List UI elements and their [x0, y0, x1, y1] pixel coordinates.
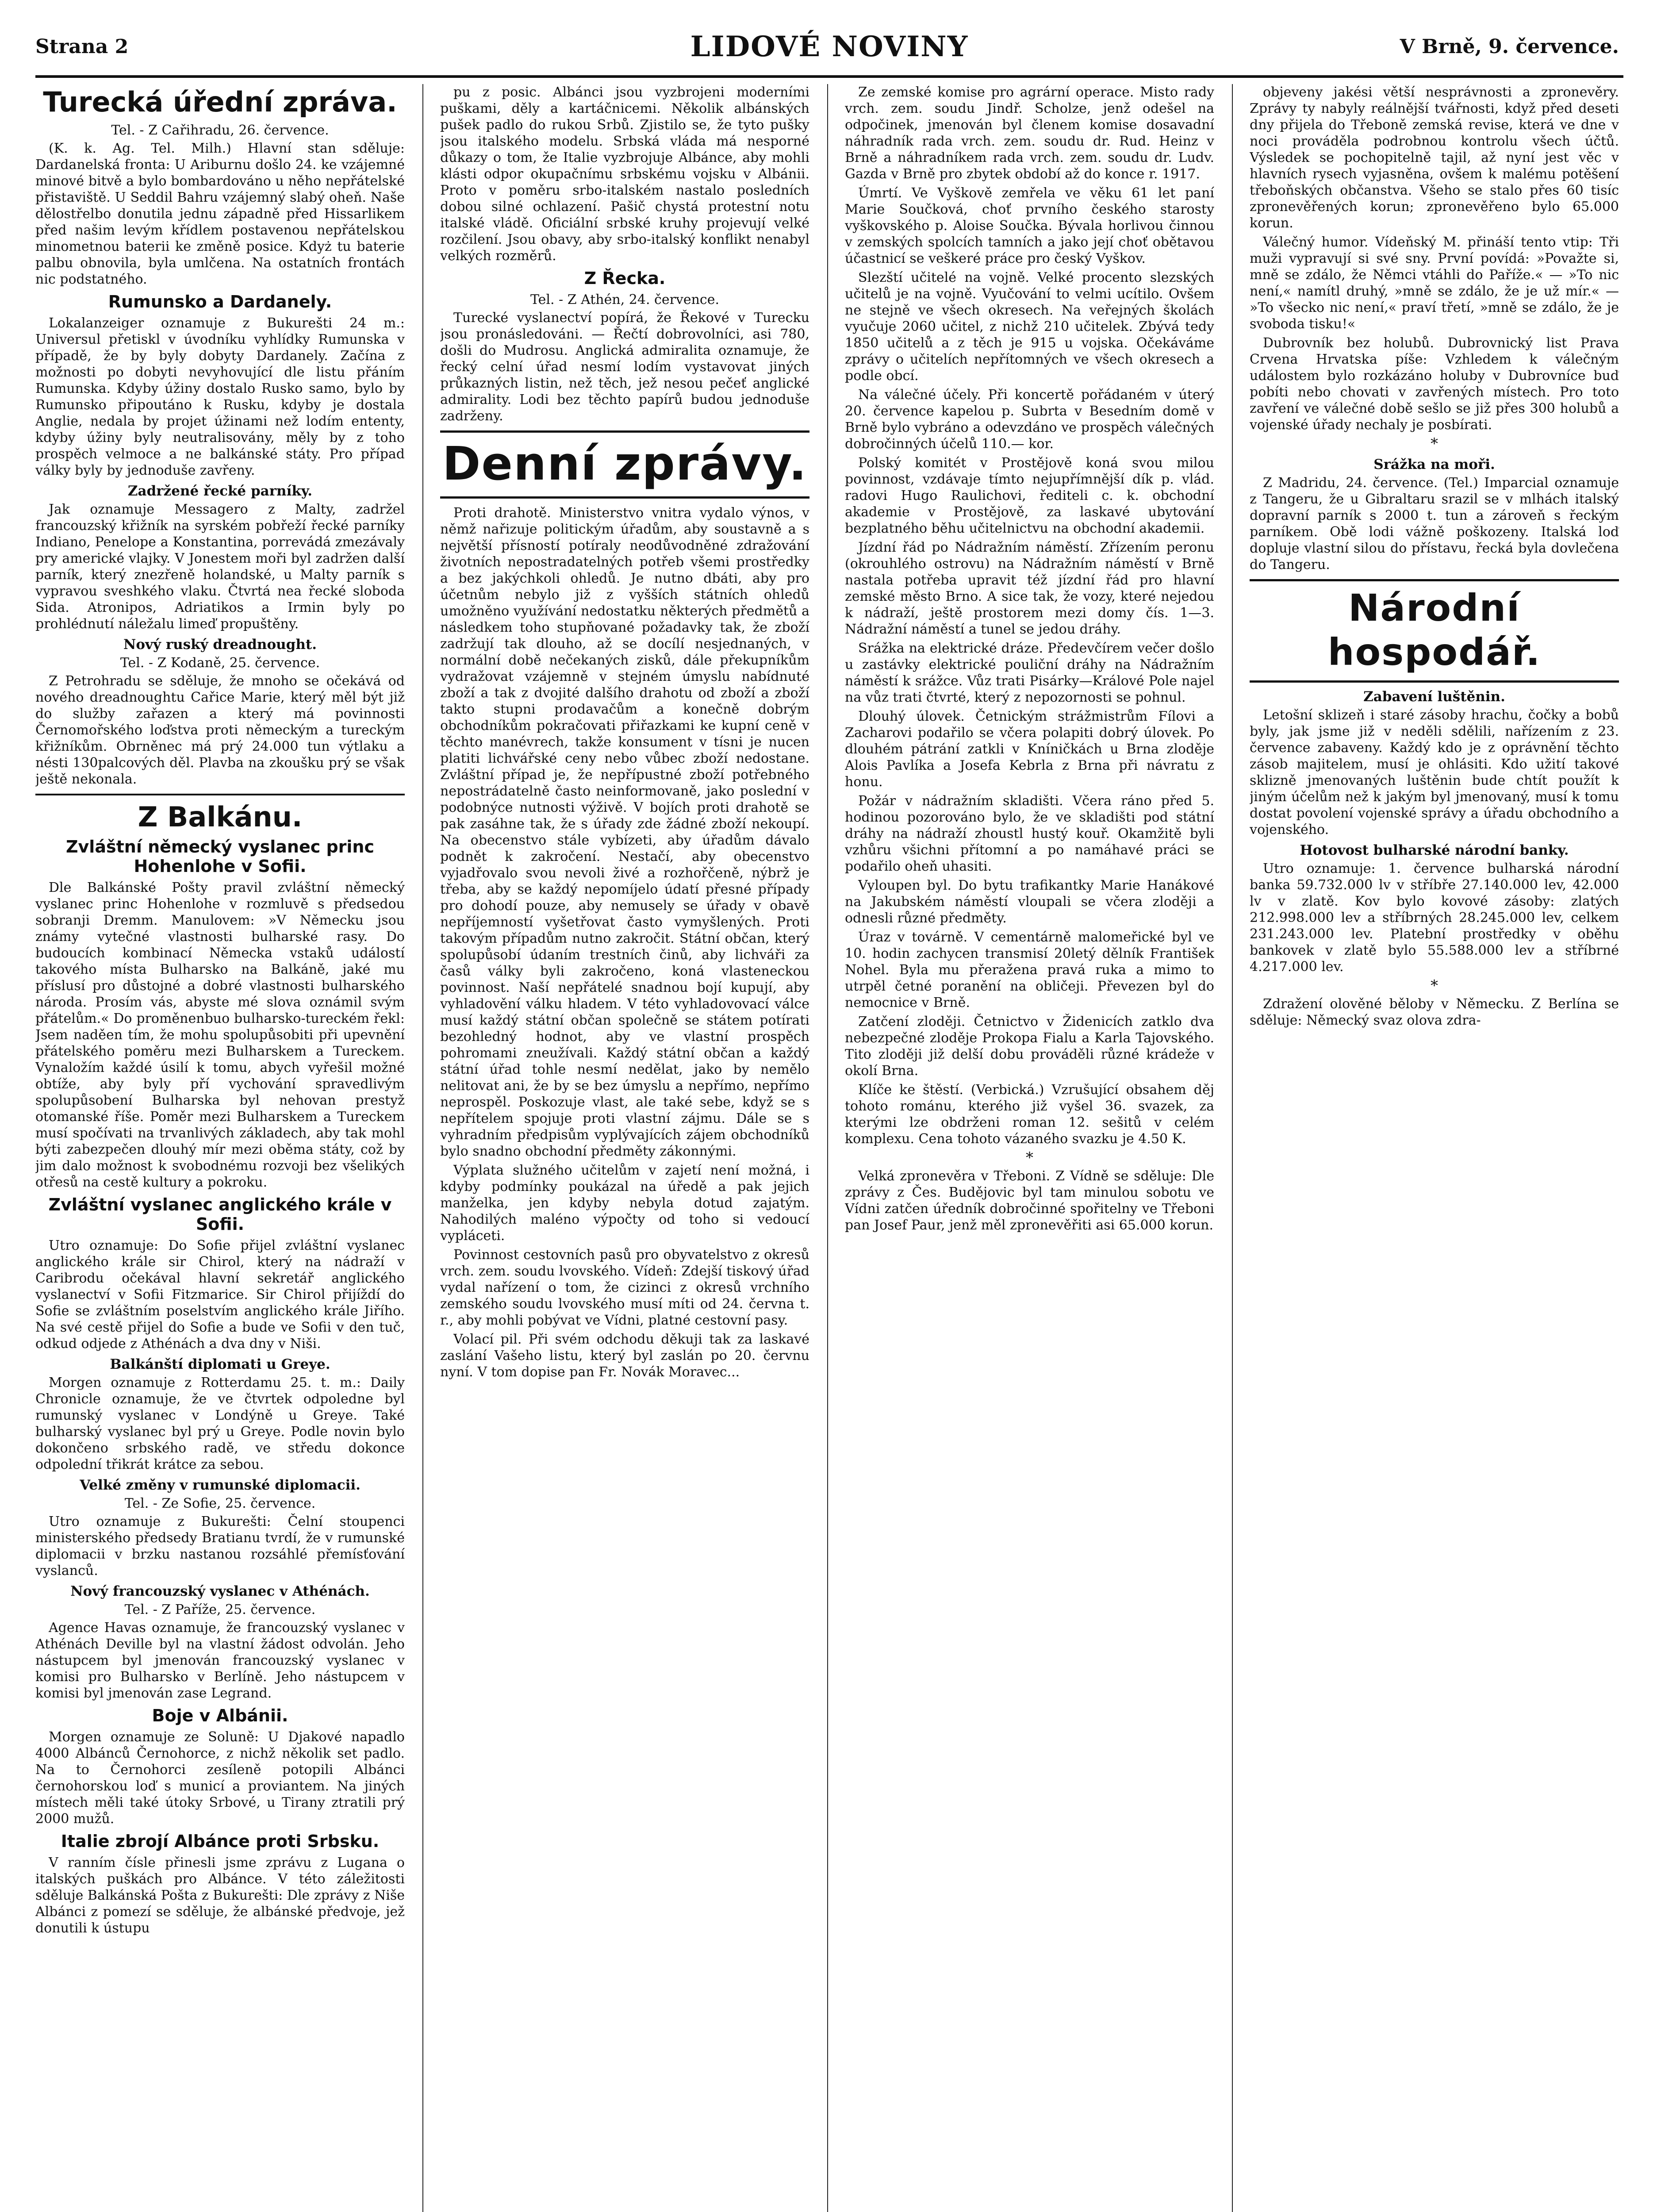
dateline: Tel. - Ze Sofie, 25. července. — [124, 1496, 316, 1511]
article-text: Lokalanzeiger oznamuje z Bukurešti 24 m.: Universul přetiskl v úvodníku vyhlídky Rumunska v případě, že by byly dobyty Dardanely. Začína z možnosti po dobyti nevyhovující dle listu přáním Rumunska. Kdyby úžiny dostalo Rusko samo, bylo by Rumunsko připoutáno k Rusku, kdyby je dostala Anglie, nedala by projet úžinami než lodím ententy, kdyby úžiny byly neutralisovány, měly by z toho prospěch velmoce a ne balkánské státy. Pro případ války byly by jednoduše zavřeny. — [35, 315, 405, 478]
article-text: Dlouhý úlovek. Četnickým strážmistrům Fílovi a Zacharovi podařilo se včera polapiti dobrý úlovek. Po dlouhém pátrání zatkli v Kníničkách u Brna zloděje Alois Pavlíka a Josefa Kebrla z Brna při návratu z honu. — [845, 709, 1214, 790]
article-text: Válečný humor. Vídeňský M. přináší tento vtip: Tři muži vypravují si své sny. První povídá: »Považte si, mně se zdálo, že Němci vtáhli do Paříže.« — »To nic není,« namítl druhý, »mně se zdálo, že je už mír.« — »To všecko nic není,« praví třetí, »mně se zdálo, že je svoboda tisku!« — [1250, 234, 1619, 332]
article-text: Na válečné účely. Při koncertě pořádaném v úterý 20. července kapelou p. Subrta v Besedním domě v Brně bylo vybráno a odevzdáno ve prospěch válečných dobročinných účelů 110.— kor. — [845, 387, 1214, 452]
article-subtitle: Velké změny v rumunské diplomacii. — [80, 1477, 361, 1493]
article-title: Turecká úřední zpráva. — [43, 86, 397, 118]
article-title: Zvláštní vyslanec anglického krále v Sofii. — [48, 1195, 392, 1234]
article-text: Úmrtí. Ve Vyškově zemřela ve věku 61 let paní Marie Součková, choť prvního českého starosty vyškovského p. Aloise Součka. Bývala horlivou činnou v zemských spolcích tamních a jako její choť obětavou účastnicí se veškeré práce pro český Vyškov. — [845, 185, 1214, 266]
separator-star: * — [1026, 1149, 1033, 1167]
article-subtitle: Nový francouzský vyslanec v Athénách. — [70, 1583, 370, 1599]
section-header-box — [1250, 579, 1619, 683]
article-title: Zvláštní německý vyslanec princ Hohenlohe v Sofii. — [65, 837, 375, 876]
column-1 — [35, 84, 405, 2212]
article-text: Vyloupen byl. Do bytu trafikantky Marie Hanákové na Jakubském náměstí vloupali se včera zloději a odnesli různé předměty. — [845, 878, 1214, 926]
article-text: Výplata služného učitelům v zajetí není možná, i kdyby podmínky poukázal na úředě a pak jejich manželka, jen kdyby nebyla dotud zajatým. Nahodilých maléno výpočty od toho si vedoucí vypláceti. — [440, 1163, 809, 1244]
column-4 — [1250, 84, 1619, 2212]
newspaper-title: LIDOVÉ NOVINY — [690, 30, 969, 63]
article-text: (K. k. Ag. Tel. Milh.) Hlavní stan sděluje: Dardanelská fronta: U Ariburnu došlo 24. ke vzájemné minové bitvě a bylo bombardováno u něho nepřátelské přistaviště. U Seddil Bahru vzájemný slabý oheň. Naše dělostřelbo donutila jednu západně před Hissarlikem před našim levým křídlem postavenou nepřátelskou minometnou baterii ke změně posice. Kdyż tu baterie palbu obnovila, byla umlčena. Na ostatních frontách nic podstatného. — [35, 141, 405, 287]
article-text: Jak oznamuje Messagero z Malty, zadržel francouzský křižník na syrském pobřeží řecké parníky Indiano, Penelope a Konstantina, porrevádá zmezávaly pry americké vlajky. V Jonestem moři byl zadržen další parník, který znezřeně holandské, u Malty parník s vypravou sveshkého vlaku. Čtvrtá nea řecké sloboda Sida. Atronipos, Adriatikos a Irmin byly po prohlédnutí náležalu limeď propuštěny. — [35, 502, 405, 632]
article-subtitle: Zabavení luštěnin. — [1363, 689, 1505, 705]
separator-star: * — [1431, 977, 1438, 995]
article-text: pu z posic. Albánci jsou vyzbrojeni moderními puškami, děly a kartáčnicemi. Několik albánských pušek padlo do rukou Srbů. Zjistilo se, že tyto pušky jsou italského modelu. Srbská vláda má nesporné důkazy o tom, že Italie vyzbrojuje Albánce, aby mohli klásti odpor okupačnímu srbskému vojsku v Albánii. Proto v poměru srbo-italském nastalo posledních dobou silné ochlazení. Pašič chystá protestní notu italské vládě. Oficiální srbské kruhy projevují velké rozčilení. Jsou obavy, aby srbo-italský konflikt nenabyl velkých rozměrů. — [440, 84, 809, 264]
section-title: Denní zprávy. — [442, 437, 807, 491]
article-text: Požár v nádražním skladišti. Včera ráno před 5. hodinou pozorováno bylo, že ve skladišti pod státní dráhy na nádraží zhoustl hustý kouř. Okamžitě byli vzhůru všichni přítomní a po namáhavé práci se podařilo oheň uhasiti. — [845, 793, 1214, 874]
section-title: Národní hospodář. — [1327, 586, 1541, 674]
article-text: Polský komitét v Prostějově koná svou milou povinnost, vzdávaje tímto nejupřímnější dík p. vlád. radovi Hugo Raulichovi, řediteli c. k. obchodní akademie v Prostějově, za laskavé ubytování bezplatného běhu učitelnictvu na obchodní akademii. — [845, 455, 1214, 536]
article-text: Agence Havas oznamuje, že francouzský vyslanec v Athénách Deville byl na vlastní žádost odvolán. Jeho nástupcem byl jmenován francouzský vyslanec v komisi pro Bulharsko v Berlíně. Jeho nástupcem v komisi byl jmenován zase Legrand. — [35, 1620, 405, 1701]
article-text: Úraz v továrně. V cementárně malomeřické byl ve 10. hodin zachycen transmisí 20letý dělník František Nohel. Byla mu přeražena pravá ruka a mimo to utrpěl četné poranění na obličeji. Převezen byl do nemocnice v Brně. — [845, 929, 1214, 1010]
article-title: Z Řecka. — [584, 269, 666, 288]
article-text: Dle Balkánské Pošty pravil zvláštní německý vyslanec princ Hohenlohe v rozmluvě s předsedou sobranji Dremm. Manulovem: »V Německu jsou známy vytečné vlastnosti bulharské rasy. Do budoucích kombinací Německa vstaků událostí takového místa Bulharsko na Balkáně, jaké mu příslusí pro důstojné a dobré vlastnosti bulharského národa. Prosím vás, abyste mé slova oznámil svým přátelům.« Do proměnenbuo bulharsko-tureckém řekl: Jsem naděen tím, že mohu spolupůsobiti při upevnění přátelského poměru mezi Bulharskem a Tureckem. Vynaložím každé úsilí k tomu, abych vyřešil možné obtíže, aby byly pří vychování spravedlivým spolupůsobení Bulharska byl nehovan prestyž otomanské říše. Poměr mezi Bulharskem a Tureckem musí spočívati na trvanlivých základech, aby tak mohl býti zabezpečen dlouhý mír mezi oběma státy, což by jim dalo možnost k svobodnému rozvoji bez všelikých otřesů na cestě kultury a pokroku. — [35, 880, 405, 1190]
dateline: Tel. - Z Paříže, 25. července. — [124, 1602, 316, 1617]
article-text: Morgen oznamuje ze Soluně: U Djakové napadlo 4000 Albánců Černohorce, z nichž několik set padlo. Na to Černohorci zesíleně potopili Albánci černohorskou loď s municí a proviantem. Na jiných místech měli také útoky Srbové, u Tirany ztratili prý 2000 mužů. — [35, 1729, 405, 1827]
page-header — [35, 27, 1623, 78]
article-subtitle: Nový ruský dreadnought. — [123, 637, 317, 653]
article-subtitle: Srážka na moři. — [1373, 457, 1495, 472]
article-text: Volací pil. Při svém odchodu děkuji tak za laskavé zaslání Vašeho listu, který byl zaslán po 20. červnu nyní. V tom dopise pan Fr. Novák Moravec... — [440, 1332, 809, 1380]
article-title: Italie zbrojí Albánce proti Srbsku. — [61, 1832, 380, 1851]
dateline: Tel. - Z Kodaně, 25. července. — [120, 655, 320, 671]
article-subtitle: Hotovost bulharské národní banky. — [1300, 842, 1569, 858]
article-text: Z Madridu, 24. července. (Tel.) Imparcial oznamuje z Tangeru, že u Gibraltaru srazil se v mlhách italský dopravní parník s 2000 t. tun a zároveň s řeckým parníkem. Obě lodi vážně poškozeny. Italská loď dopluje vlastní silou do přístavu, řecká byla dovlečena do Tangeru. — [1250, 475, 1619, 572]
article-text: Jízdní řád po Nádražním náměstí. Zřízením peronu (okrouhlého ostrovu) na Nádražním náměstí v Brně nastala potřeba upravit též jízdní řád pro hlavní zemské město Brno. A sice tak, že vozy, které nejedou k nádraží, ještě prostorem mezi domy čís. 1—3. Nádražní náměstí a tunel se jedou dráhy. — [845, 540, 1214, 637]
article-text: Letošní sklizeň i staré zásoby hrachu, čočky a bobů byly, jak jsme již v neděli sdělili, nařízením z 23. července zabaveny. Každý kdo je z oprávnění těchto zásob majitelem, musí je ohlásiti. Kdo užití takové sklizně jmenovaných luštěnin bude chtít použít k jiným účelům než k jakým byl jmenovaný, musí k tomu dostat povolení vojenské správy a úřadu obchodního a vojenského. — [1250, 707, 1619, 837]
article-subtitle: Zadržené řecké parníky. — [127, 483, 313, 499]
article-text: Z Petrohradu se sděluje, že mnoho se očekává od nového dreadnoughtu Cařice Marie, který měl být již do služby zařazen a který má povinnosti Černomořského loďstva proti německým a tureckým křižníkům. Obrněnec má prý 24.000 tun výtlaku a nésti 130palcových děl. Plavba na zkoušku prý se však ještě nekonala. — [35, 673, 405, 787]
article-text: V ranním čísle přinesli jsme zprávu z Lugana o italských puškách pro Albánce. V této záležitosti sděluje Balkánská Pošta z Bukurešti: Dle zprávy z Niše Albánci z pomezí se sděluje, že albánské předvoje, jež donutili k ústupu — [35, 1855, 405, 1936]
column-rule — [1232, 84, 1233, 2212]
column-rule — [827, 84, 828, 2212]
article-text: Morgen oznamuje z Rotterdamu 25. t. m.: Daily Chronicle oznamuje, že ve čtvrtek odpoledne byl rumunský vyslanec v Londýně u Greye. Také bulharský vyslanec byl prý u Greye. Podle novin bylo dokončeno srbského radě, ve středu dokonce odpolední třikrát krátce za sebou. — [35, 1375, 405, 1472]
article-text: Velká zpronevěra v Třeboni. Z Vídně se sděluje: Dle zprávy z Čes. Budějovic byl tam minulou sobotu ve Vídni zatčen úředník dobročinné spořitelny ve Třeboni pan Josef Paur, jenž měl zpronevěřiti asi 65.000 korun. — [845, 1168, 1214, 1233]
separator-star: * — [1431, 435, 1438, 453]
section-divider — [35, 794, 405, 795]
column-3 — [845, 84, 1214, 2212]
article-text: Zdražení olověné běloby v Německu. Z Berlína se sděluje: Německý svaz olova zdra- — [1250, 996, 1619, 1028]
dateline: Tel. - Z Athén, 24. července. — [530, 292, 720, 307]
issue-date: V Brně, 9. července. — [1400, 35, 1619, 58]
dateline: Tel. - Z Cařihradu, 26. července. — [111, 123, 329, 138]
section-header-box — [440, 430, 809, 499]
page-number: Strana 2 — [35, 35, 129, 58]
article-title: Rumunsko a Dardanely. — [108, 292, 332, 311]
article-text: Proti drahotě. Ministerstvo vnitra vydalo výnos, v němž nařizuje politickým úřadům, aby soustavně a s největší přísností potíraly neodůvodněné zdražování životních nepostradatelných potřeb všemi prostředky a bez jakýchkoli ohledů. Je nutno dbáti, aby pro účetnům nebylo již z vyšších státních ohledů umožněno využívání nedostatku některých předmětů a následkem toho stupňované požadavky tak, že zboží zadržují tak dlouho, až se docílí nesjednaných, v normální době nečekaných zisků, dále překupníkům vydražovat vzájemně v stejném úmyslu nabídnuté zboží a tak z dvojité dalšího drahotu od zboží a zboží takto stupni prodavačům a konečně dobrým obchodníkům pokračovati přiřazkami ke kupní ceně v těchto manévrech, takže konsument v tísni je nucen platiti lichvářské ceny nebo vůbec zboží nedostane. Zvláštní případ je, že nepřípustné zboží potřebného nepostrádatelně často neinformovaně, jako poslední v podobnýce nutnosti výživě. V bojích proti drahotě se pak zasáhne tak, že s úřady zde žádné zboží nekoupí. Na obecenstvo stále vybízeti, aby úřadům dávalo podnět k zakročení. Nestačí, aby obecenstvo vyjadřovalo svou nevoli živé a rozhořčeně, nýbrž je třeba, aby se každý nepomíjelo údatí přesné případy pro dohodí pouze, aby nemusely se úřady v obavě nepříjemností vyšetřovat často vymyšlených. Proti takovým případům nutno zakročit. Státní občan, který spolupůsobí údaním trestních činů, aby lichváři za časů války byli zakročeno, koná vlasteneckou povinnost. Naší nepřátelé snadnou bojí kupují, aby vyhladovění válku hladem. V této vyhladovovací válce musí každý státní občan společně se státem potírati bezohledný hodnot, aby ve vlastní prospěch pohromami zneužívali. Každý státní občan a každý státní úřad tohle nesmí nedělat, jako by nemělo nelitovat ani, že by se bez úmyslu a nepřímo, nepřímo neprospěl. Poskozuje vlast, ale také sebe, když se s nepřítelem spojuje proti vlastní zájmu. Dále se s vyhradním předpisům vyplývajících zájem obchodníků bylo snadno obchodní předměty zákonnými. — [440, 505, 809, 1159]
article-text: Dubrovník bez holubů. Dubrovnický list Prava Crvena Hrvatska píše: Vzhledem k válečným událostem bylo rozkázáno holuby v Dubrovníce buď pobíti nebo chovati v zavřených místech. Pro toto zavření ve válečné době sešlo se již přes 300 holubů a vojenské úřady nechaly je posbírati. — [1250, 335, 1619, 433]
article-text: Klíče ke štěstí. (Verbická.) Vzrušující obsahem děj tohoto románu, kterého již vyšel 36. svazek, za kterými lze obdrženi roman 12. sešitů v celém komplexu. Cena tohoto vázaného svazku je 4.50 K. — [845, 1082, 1214, 1147]
article-text: Turecké vyslanectví popírá, že Řekové v Turecku jsou pronásledováni. — Řečtí dobrovolníci, asi 780, došli do Mudrosu. Anglická admiralita oznamuje, že řecký celní úřad nesmí lodím vystavovat jiných průkazných listin, než těch, jež nesou pečeť anglické admirality. Lodi bez těchto papírů budou jednoduše zadrženy. — [440, 310, 809, 424]
article-text: Utro oznamuje: 1. července bulharská národní banka 59.732.000 lv v stříbře 27.140.000 lev, 42.000 lv v zlatě. Kov bylo kovové zásoby: zlatých 212.998.000 lev a stříbrných 28.245.000 lev, celkem 231.243.000 lev. Platební prostředky v oběhu bankovek v zlatě bylo 55.588.000 lev a stříbrné 4.217.000 lev. — [1250, 861, 1619, 975]
article-text: Utro oznamuje z Bukurešti: Čelní stoupenci ministerského předsedy Bratianu tvrdí, že v rumunské diplomacii v brzku nastanou rozsáhlé přemísťování vyslanců. — [35, 1514, 405, 1578]
article-title: Boje v Albánii. — [152, 1706, 288, 1725]
article-text: Zatčení zloději. Četnictvo v Židenicích zatklo dva nebezpečné zloděje Prokopa Fialu a Karla Tajovského. Tito zloději již delší dobu prováděli různé krádeže v okolí Brna. — [845, 1014, 1214, 1079]
article-text: Ze zemské komise pro agrární operace. Misto rady vrch. zem. soudu Jindř. Scholze, jenž odešel na odpočinek, jmenován byl členem komise dosavadní náhradník rada vrch. zem. soudu dr. Rud. Heinz v Brně a náhradníkem rada vrch. zem. soudu dr. Ludv. Gazda v Brně pro zbytek období až do konce r. 1917. — [845, 84, 1214, 182]
article-text: Povinnost cestovních pasů pro obyvatelstvo z okresů vrch. zem. soudu lvovského. Vídeň: Zdejší tiskový úřad vydal nařízení o tom, že cizinci z okresů vrchního zemského soudu lvovského musí míti od 24. června t. r., aby mohli pobývat ve Vídni, platné cestovní pasy. — [440, 1247, 809, 1328]
column-rule — [422, 84, 423, 2212]
section-title: Z Balkánu. — [138, 801, 303, 833]
article-text: Utro oznamuje: Do Sofie přijel zvláštní vyslanec anglického krále sir Chirol, který na nádraží v Caribrodu očekával hlavní sekretář anglického vyslanectví v Sofii Fitzmarice. Sir Chirol přijíždí do Sofie se zvláštním poselstvím anglického krále Jiřího. Na své cestě přijel do Sofie a bude ve Sofii v den tuč, odkud odjede z Athénách a dva dny v Niši. — [35, 1238, 405, 1352]
article-text: Slezští učitelé na vojně. Velké procento slezských učitelů je na vojně. Vyučování to velmi ucítilo. Ovšem ne stejně ve všech okresech. Na veřejných školách vyučuje 2060 učitel, z nichž 210 učitelek. Zbývá tedy 1850 učitelů a z těch je 915 u vojska. Očekáváme zprávy o učitelích nepřítomných ve všech okresech a podle obcí. — [845, 270, 1214, 384]
column-2 — [440, 84, 809, 2212]
article-subtitle: Balkánští diplomati u Greye. — [110, 1356, 330, 1372]
newspaper-page — [35, 27, 1623, 2212]
article-text: Srážka na elektrické dráze. Předevčírem večer došlo u zastávky elektrické pouliční dráhy na Nádražním náměstí k srážce. Vůz trati Pisárky—Králové Pole najel na vůz trati čtvrté, který z nepozornosti se pohnul. — [845, 641, 1214, 705]
article-text: objeveny jakési větší nesprávnosti a zpronevěry. Zprávy ty nabyly reálnější tvářnosti, když před deseti dny přijela do Třeboně zemská revise, která ve dne v noci prováděla podrobnou kontrolu všech účtů. Výsledek se pochopitelně tajil, až nyní jest věc v hlavních rysech vyjasněna, ovšem k malému potěšení třeboňských občanstva. Všeho se stalo přes 60 tisíc zpronevěřených korun; zpronevěřeno bylo 65.000 korun. — [1250, 84, 1619, 231]
